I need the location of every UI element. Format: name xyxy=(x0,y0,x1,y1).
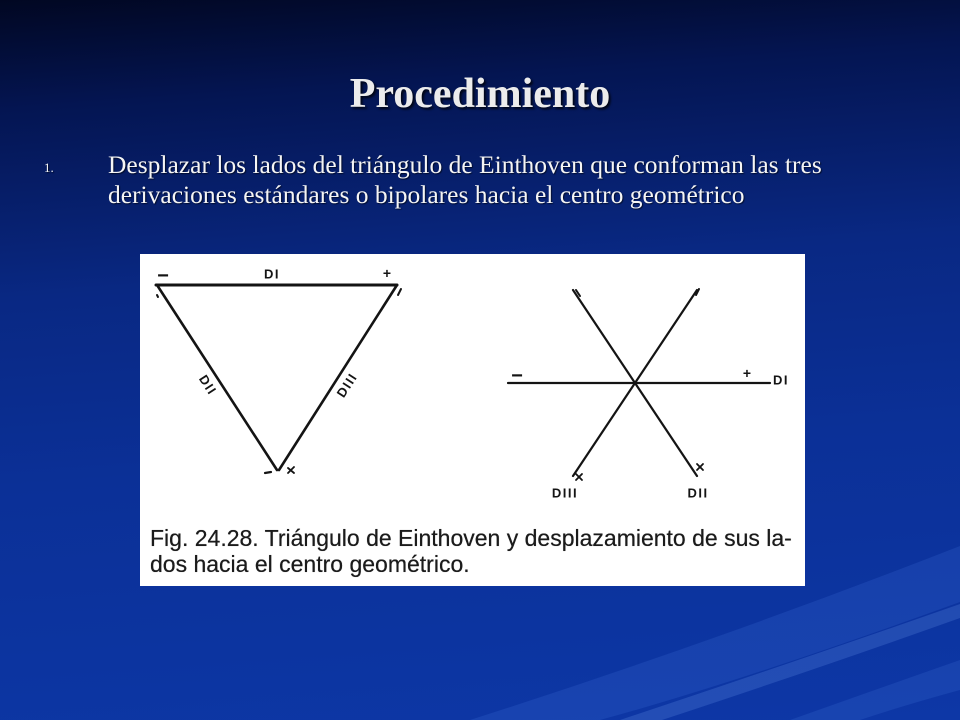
axis-horizontal-minus-sign: − xyxy=(511,365,523,387)
axis-left-lower-label: DIII xyxy=(551,485,579,501)
triangle-top-label: DI xyxy=(264,266,280,282)
tick-mark xyxy=(265,472,271,473)
axis-horizontal-label: DI xyxy=(773,372,789,388)
triangle-left-label: DII xyxy=(195,372,221,398)
figure-caption xyxy=(150,525,792,577)
list-item-number: 1. xyxy=(44,160,54,175)
figure-caption-line: dos hacia el centro geométrico. xyxy=(150,551,470,577)
displaced-axes xyxy=(508,289,789,501)
triangle-side-left xyxy=(157,285,277,470)
axis-horizontal-plus-sign: + xyxy=(742,365,752,381)
triangle-top-left-sign: − xyxy=(157,265,169,287)
swoosh-band xyxy=(790,660,960,720)
figure-caption-line: Fig. 24.28. Triángulo de Einthoven y desplazamiento de sus la- xyxy=(150,525,792,551)
triangle-side-right xyxy=(279,285,397,470)
tick-mark xyxy=(157,295,158,297)
triangle-top-right-sign: + xyxy=(382,265,392,281)
einthoven-figure xyxy=(140,254,805,586)
tick-mark xyxy=(398,289,401,295)
slide-title: Procedimiento xyxy=(349,71,611,117)
list-item-text: Desplazar los lados del triángulo de Einthoven que conforman las tres derivaciones estándares o bipolares hacia el centro geométrico xyxy=(108,150,822,209)
einthoven-triangle xyxy=(156,265,401,473)
axis-right-lower-label: DII xyxy=(687,485,709,501)
triangle-right-label: DIII xyxy=(333,369,361,401)
